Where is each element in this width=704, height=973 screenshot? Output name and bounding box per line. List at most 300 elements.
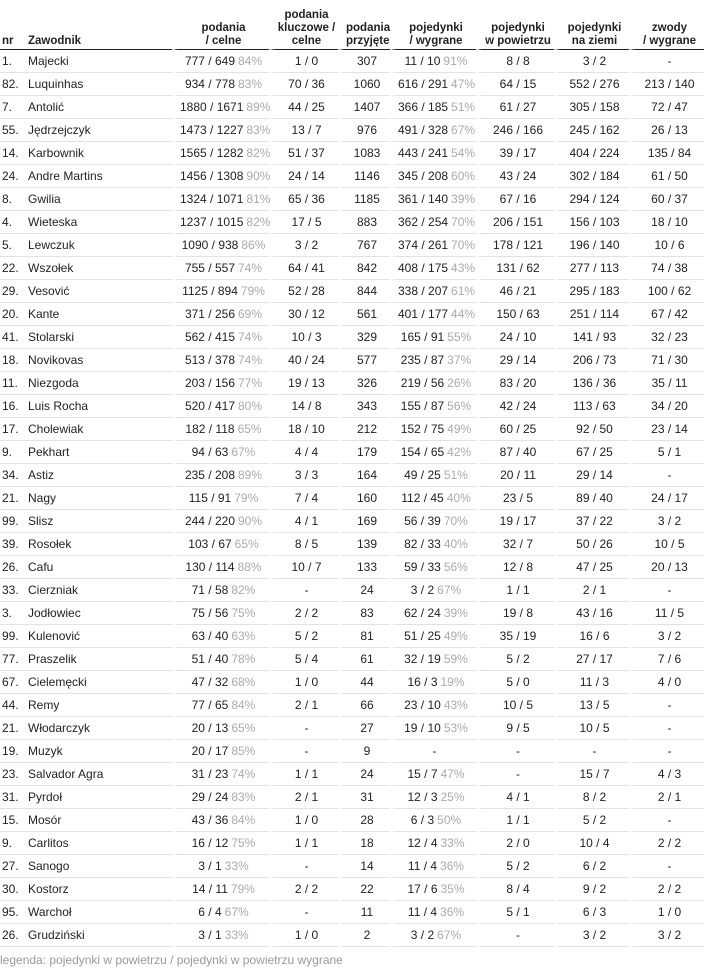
cell-kluczowe: 7 / 4 [269,487,338,510]
percent-value: 53% [443,721,468,735]
cell-pojedynki: 152 / 75 49% [390,418,476,441]
cell-zwody: 61 / 50 [629,165,704,188]
table-row [0,395,704,418]
cell-powietrze: 178 / 121 [476,234,554,257]
cell-nr: 19. [0,740,26,763]
cell-pojedynki: 6 / 3 50% [390,809,476,832]
percent-value: 70% [451,215,476,229]
percent-value: 81% [246,192,271,206]
cell-przyjete: 24 [338,579,390,602]
cell-nr: 27. [0,855,26,878]
cell-kluczowe: 40 / 24 [269,349,338,372]
cell-zwody: - [629,694,704,717]
cell-nr: 99. [0,510,26,533]
cell-podania: 1473 / 1227 83% [172,119,269,142]
cell-pojedynki: 49 / 25 51% [390,464,476,487]
cell-przyjete: 83 [338,602,390,625]
cell-kluczowe: 1 / 0 [269,50,338,73]
cell-kluczowe: 1 / 0 [269,671,338,694]
cell-zwody: 3 / 2 [629,924,704,947]
cell-player-name: Muzyk [26,740,172,763]
table-row [0,257,704,280]
cell-powietrze: 5 / 2 [476,648,554,671]
cell-player-name: Cafu [26,556,172,579]
cell-nr: 41. [0,326,26,349]
cell-pojedynki: 408 / 175 43% [390,257,476,280]
cell-pojedynki: 12 / 4 33% [390,832,476,855]
cell-nr: 18. [0,349,26,372]
cell-przyjete: 9 [338,740,390,763]
cell-zwody: 60 / 37 [629,188,704,211]
cell-zwody: 2 / 2 [629,878,704,901]
cell-pojedynki: 23 / 10 43% [390,694,476,717]
cell-pojedynki: 112 / 45 40% [390,487,476,510]
cell-ziemia: 294 / 124 [554,188,629,211]
cell-przyjete: 842 [338,257,390,280]
percent-value: 43% [451,261,476,275]
cell-powietrze: 19 / 17 [476,510,554,533]
cell-player-name: Kante [26,303,172,326]
cell-kluczowe: 30 / 12 [269,303,338,326]
cell-ziemia: 136 / 36 [554,372,629,395]
cell-przyjete: 1060 [338,73,390,96]
table-row [0,832,704,855]
cell-zwody: 135 / 84 [629,142,704,165]
cell-przyjete: 1146 [338,165,390,188]
cell-nr: 67. [0,671,26,694]
percent-value: 74% [238,330,263,344]
cell-podania: 562 / 415 74% [172,326,269,349]
cell-kluczowe: 3 / 3 [269,464,338,487]
table-row [0,280,704,303]
cell-player-name: Majecki [26,50,172,73]
cell-zwody: 11 / 5 [629,602,704,625]
cell-player-name: Luis Rocha [26,395,172,418]
percent-value: 42% [447,445,472,459]
percent-value: 36% [440,905,465,919]
cell-powietrze: 8 / 8 [476,50,554,73]
cell-kluczowe: 2 / 1 [269,786,338,809]
cell-przyjete: 976 [338,119,390,142]
cell-podania: 1090 / 938 86% [172,234,269,257]
cell-podania: 182 / 118 65% [172,418,269,441]
cell-player-name: Slisz [26,510,172,533]
percent-value: 89% [238,468,263,482]
cell-przyjete: 81 [338,625,390,648]
cell-player-name: Novikovas [26,349,172,372]
cell-przyjete: 133 [338,556,390,579]
cell-kluczowe: - [269,740,338,763]
cell-kluczowe: 24 / 14 [269,165,338,188]
cell-ziemia: 15 / 7 [554,763,629,786]
table-row [0,326,704,349]
percent-value: 54% [451,146,476,160]
cell-zwody: 10 / 5 [629,533,704,556]
cell-pojedynki: 56 / 39 70% [390,510,476,533]
percent-value: 82% [231,583,256,597]
cell-kluczowe: 4 / 1 [269,510,338,533]
cell-player-name: Niezgoda [26,372,172,395]
percent-value: 43% [443,698,468,712]
cell-pojedynki: 219 / 56 26% [390,372,476,395]
cell-player-name: Antolić [26,96,172,119]
table-row [0,533,704,556]
cell-przyjete: 61 [338,648,390,671]
cell-podania: 115 / 91 79% [172,487,269,510]
table-row [0,303,704,326]
percent-value: 49% [443,629,468,643]
cell-przyjete: 1185 [338,188,390,211]
cell-ziemia: 3 / 2 [554,924,629,947]
percent-value: 60% [451,169,476,183]
cell-pojedynki: 374 / 261 70% [390,234,476,257]
cell-kluczowe: 2 / 2 [269,602,338,625]
cell-powietrze: 10 / 5 [476,694,554,717]
percent-value: 80% [238,399,263,413]
cell-powietrze: 19 / 8 [476,602,554,625]
cell-nr: 95. [0,901,26,924]
cell-player-name: Praszelik [26,648,172,671]
cell-kluczowe: 14 / 8 [269,395,338,418]
cell-player-name: Warchoł [26,901,172,924]
cell-przyjete: 18 [338,832,390,855]
percent-value: 82% [246,215,271,229]
cell-pojedynki: 362 / 254 70% [390,211,476,234]
cell-podania: 1125 / 894 79% [172,280,269,303]
cell-nr: 8. [0,188,26,211]
table-row [0,142,704,165]
percent-value: 33% [440,836,465,850]
cell-player-name: Nagy [26,487,172,510]
cell-zwody: 10 / 6 [629,234,704,257]
cell-podania: 43 / 36 84% [172,809,269,832]
cell-player-name: Jodłowiec [26,602,172,625]
percent-value: 75% [231,836,256,850]
cell-zwody: 3 / 2 [629,625,704,648]
cell-nr: 23. [0,763,26,786]
cell-nr: 31. [0,786,26,809]
cell-powietrze: 87 / 40 [476,441,554,464]
cell-pojedynki: 361 / 140 39% [390,188,476,211]
cell-ziemia: 3 / 2 [554,50,629,73]
cell-kluczowe: 8 / 5 [269,533,338,556]
cell-podania: 6 / 4 67% [172,901,269,924]
cell-zwody: 213 / 140 [629,73,704,96]
cell-powietrze: 8 / 4 [476,878,554,901]
cell-przyjete: 343 [338,395,390,418]
cell-powietrze: 246 / 166 [476,119,554,142]
cell-nr: 33. [0,579,26,602]
cell-ziemia: 113 / 63 [554,395,629,418]
cell-przyjete: 11 [338,901,390,924]
percent-value: 69% [238,307,263,321]
percent-value: 65% [234,537,259,551]
cell-zwody: - [629,809,704,832]
percent-value: 33% [224,859,249,873]
cell-kluczowe: 1 / 1 [269,763,338,786]
cell-ziemia: 27 / 17 [554,648,629,671]
cell-zwody: - [629,579,704,602]
cell-powietrze: 1 / 1 [476,809,554,832]
cell-pojedynki: 11 / 4 36% [390,855,476,878]
table-row [0,717,704,740]
cell-kluczowe: 2 / 1 [269,694,338,717]
percent-value: 79% [230,882,255,896]
table-row [0,441,704,464]
cell-podania: 1237 / 1015 82% [172,211,269,234]
cell-nr: 9. [0,832,26,855]
cell-przyjete: 326 [338,372,390,395]
table-row [0,763,704,786]
cell-ziemia: 50 / 26 [554,533,629,556]
cell-ziemia: 6 / 2 [554,855,629,878]
percent-value: 67% [451,123,476,137]
percent-value: 85% [231,744,256,758]
cell-nr: 77. [0,648,26,671]
cell-powietrze: 35 / 19 [476,625,554,648]
cell-player-name: Luquinhas [26,73,172,96]
cell-podania: 75 / 56 75% [172,602,269,625]
cell-ziemia: 245 / 162 [554,119,629,142]
cell-ziemia: 67 / 25 [554,441,629,464]
cell-przyjete: 307 [338,50,390,73]
cell-pojedynki: 51 / 25 49% [390,625,476,648]
cell-podania: 235 / 208 89% [172,464,269,487]
percent-value: 91% [443,54,468,68]
cell-powietrze: 5 / 2 [476,855,554,878]
cell-kluczowe: 64 / 41 [269,257,338,280]
percent-value: 39% [451,192,476,206]
cell-nr: 99. [0,625,26,648]
cell-powietrze: 64 / 15 [476,73,554,96]
table-row [0,510,704,533]
cell-podania: 513 / 378 74% [172,349,269,372]
cell-player-name: Vesović [26,280,172,303]
cell-zwody: 74 / 38 [629,257,704,280]
cell-zwody: 71 / 30 [629,349,704,372]
cell-nr: 4. [0,211,26,234]
cell-zwody: 5 / 1 [629,441,704,464]
cell-ziemia: 37 / 22 [554,510,629,533]
cell-zwody: 1 / 0 [629,901,704,924]
cell-pojedynki: 165 / 91 55% [390,326,476,349]
cell-przyjete: 883 [338,211,390,234]
cell-kluczowe: 19 / 13 [269,372,338,395]
cell-podania: 1324 / 1071 81% [172,188,269,211]
cell-przyjete: 24 [338,763,390,786]
cell-przyjete: 179 [338,441,390,464]
cell-pojedynki: 345 / 208 60% [390,165,476,188]
percent-value: 84% [238,54,263,68]
cell-zwody: - [629,855,704,878]
cell-kluczowe: 10 / 7 [269,556,338,579]
cell-pojedynki: 16 / 3 19% [390,671,476,694]
header-ziemia: pojedynki na ziemi [554,0,629,50]
cell-player-name: Salvador Agra [26,763,172,786]
cell-ziemia: 9 / 2 [554,878,629,901]
cell-kluczowe: 17 / 5 [269,211,338,234]
cell-player-name: Wieteska [26,211,172,234]
table-row [0,855,704,878]
cell-pojedynki: 11 / 4 36% [390,901,476,924]
cell-podania: 20 / 13 65% [172,717,269,740]
cell-powietrze: 150 / 63 [476,303,554,326]
cell-powietrze: 20 / 11 [476,464,554,487]
header-pojedynki: pojedynki / wygrane [390,0,476,50]
cell-ziemia: 13 / 5 [554,694,629,717]
cell-powietrze: 5 / 1 [476,901,554,924]
percent-value: 67% [437,928,462,942]
cell-podania: 14 / 11 79% [172,878,269,901]
cell-player-name: Gwilia [26,188,172,211]
percent-value: 90% [238,514,263,528]
cell-powietrze: 9 / 5 [476,717,554,740]
cell-zwody: 100 / 62 [629,280,704,303]
percent-value: 74% [231,767,256,781]
cell-ziemia: 2 / 1 [554,579,629,602]
cell-powietrze: 23 / 5 [476,487,554,510]
table-row [0,924,704,947]
percent-value: 67% [437,583,462,597]
cell-podania: 1880 / 1671 89% [172,96,269,119]
header-kluczowe: podania kluczowe / celne [269,0,338,50]
table-row [0,188,704,211]
cell-podania: 29 / 24 83% [172,786,269,809]
cell-podania: 3 / 1 33% [172,855,269,878]
cell-kluczowe: 1 / 0 [269,809,338,832]
cell-ziemia: 16 / 6 [554,625,629,648]
cell-zwody: 7 / 6 [629,648,704,671]
cell-kluczowe: 10 / 3 [269,326,338,349]
legend-note: legenda: pojedynki w powietrzu / pojedynki w powietrzu wygrane [0,953,343,967]
cell-przyjete: 767 [338,234,390,257]
cell-player-name: Pekhart [26,441,172,464]
cell-kluczowe: - [269,901,338,924]
cell-zwody: 4 / 0 [629,671,704,694]
cell-powietrze: - [476,763,554,786]
table-row [0,602,704,625]
percent-value: 65% [237,422,262,436]
cell-pojedynki: 11 / 10 91% [390,50,476,73]
cell-ziemia: 29 / 14 [554,464,629,487]
cell-podania: 103 / 67 65% [172,533,269,556]
percent-value: 83% [231,790,256,804]
cell-pojedynki: 401 / 177 44% [390,303,476,326]
table-header-row [0,0,704,50]
cell-kluczowe: 5 / 2 [269,625,338,648]
cell-nr: 21. [0,717,26,740]
percent-value: 90% [246,169,271,183]
table-row [0,119,704,142]
cell-powietrze: - [476,740,554,763]
cell-nr: 9. [0,441,26,464]
cell-ziemia: 8 / 2 [554,786,629,809]
cell-przyjete: 164 [338,464,390,487]
cell-nr: 5. [0,234,26,257]
percent-value: 88% [237,560,262,574]
cell-pojedynki: 366 / 185 51% [390,96,476,119]
cell-powietrze: 46 / 21 [476,280,554,303]
percent-value: 47% [451,77,476,91]
cell-przyjete: 22 [338,878,390,901]
cell-kluczowe: - [269,579,338,602]
cell-kluczowe: 51 / 37 [269,142,338,165]
table-row [0,648,704,671]
cell-zwody: 23 / 14 [629,418,704,441]
table-row [0,786,704,809]
cell-nr: 29. [0,280,26,303]
cell-ziemia: 295 / 183 [554,280,629,303]
percent-value: 50% [437,813,462,827]
cell-nr: 39. [0,533,26,556]
cell-zwody: 34 / 20 [629,395,704,418]
cell-nr: 82. [0,73,26,96]
cell-kluczowe: 52 / 28 [269,280,338,303]
cell-ziemia: 277 / 113 [554,257,629,280]
cell-zwody: 4 / 3 [629,763,704,786]
cell-ziemia: - [554,740,629,763]
cell-przyjete: 31 [338,786,390,809]
cell-podania: 77 / 65 84% [172,694,269,717]
cell-podania: 934 / 778 83% [172,73,269,96]
cell-powietrze: 1 / 1 [476,579,554,602]
cell-player-name: Rosołek [26,533,172,556]
percent-value: 49% [447,422,472,436]
cell-podania: 203 / 156 77% [172,372,269,395]
percent-value: 79% [234,491,259,505]
cell-ziemia: 404 / 224 [554,142,629,165]
cell-kluczowe: 18 / 10 [269,418,338,441]
table-row [0,671,704,694]
cell-kluczowe: 2 / 2 [269,878,338,901]
cell-ziemia: 47 / 25 [554,556,629,579]
cell-nr: 30. [0,878,26,901]
table-row [0,349,704,372]
percent-value: 78% [231,652,256,666]
cell-nr: 20. [0,303,26,326]
cell-przyjete: 844 [338,280,390,303]
percent-value: 56% [447,399,472,413]
percent-value: 86% [241,238,266,252]
table-row [0,694,704,717]
cell-player-name: Cholewiak [26,418,172,441]
cell-kluczowe: 70 / 36 [269,73,338,96]
cell-ziemia: 141 / 93 [554,326,629,349]
cell-pojedynki: 15 / 7 47% [390,763,476,786]
table-row [0,809,704,832]
percent-value: 51% [451,100,476,114]
cell-ziemia: 156 / 103 [554,211,629,234]
cell-player-name: Wszołek [26,257,172,280]
percent-value: 19% [440,675,465,689]
cell-kluczowe: 13 / 7 [269,119,338,142]
cell-pojedynki: 32 / 19 59% [390,648,476,671]
cell-powietrze: 131 / 62 [476,257,554,280]
cell-kluczowe: 1 / 0 [269,924,338,947]
cell-powietrze: 5 / 0 [476,671,554,694]
cell-powietrze: 2 / 0 [476,832,554,855]
cell-podania: 63 / 40 63% [172,625,269,648]
cell-przyjete: 329 [338,326,390,349]
percent-value: 84% [231,698,256,712]
cell-ziemia: 196 / 140 [554,234,629,257]
cell-zwody: 3 / 2 [629,510,704,533]
header-podania: podania / celne [172,0,269,50]
cell-nr: 7. [0,96,26,119]
cell-player-name: Stolarski [26,326,172,349]
cell-ziemia: 6 / 3 [554,901,629,924]
cell-pojedynki: 3 / 2 67% [390,579,476,602]
